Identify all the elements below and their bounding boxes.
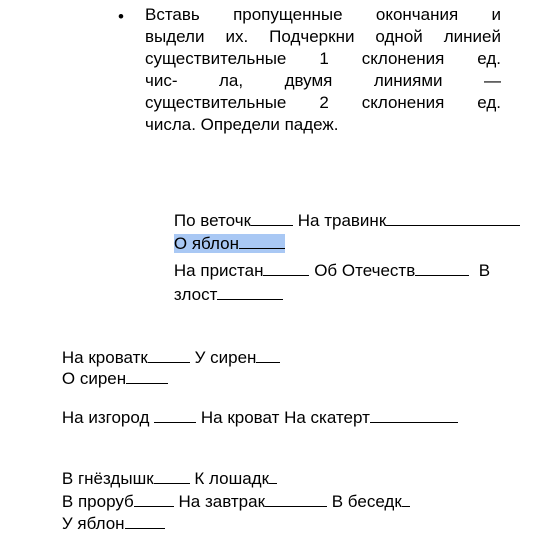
exercise-word: У яблон — [61, 514, 125, 533]
exercise-word: На завтрак — [178, 492, 266, 511]
exercise-word: У сирен — [194, 348, 257, 367]
blank-line — [125, 512, 165, 529]
exercise-word: К лошадк — [194, 469, 270, 488]
exercise-word: На пристан — [173, 261, 264, 280]
exercise-word: О сирен — [61, 369, 127, 388]
blank-line — [217, 283, 283, 300]
task-line: выдели их. Подчеркни одной линией — [145, 27, 501, 46]
exercise-row-7 — [43, 384, 458, 451]
blank-line — [402, 490, 410, 507]
bullet-marker: • — [118, 7, 124, 26]
exercise-word: На кроватк — [61, 348, 148, 367]
blank-line — [256, 346, 280, 363]
exercise-word: На кроват На скатерт — [200, 408, 370, 427]
blank-line — [386, 209, 520, 226]
task-instructions — [145, 4, 501, 136]
exercise-row-10 — [43, 490, 165, 557]
exercise-word: злост — [173, 285, 218, 304]
task-line: существительные 1 склонения ед. — [145, 49, 501, 68]
exercise-word: По веточк — [173, 211, 252, 230]
blank-line — [370, 406, 458, 423]
task-line: числа. Определи падеж. — [145, 115, 339, 134]
exercise-row-4 — [155, 261, 283, 328]
blank-line — [126, 367, 168, 384]
exercise-word: В — [478, 261, 491, 280]
task-line: существительные 2 склонения ед. — [145, 93, 501, 112]
blank-line — [154, 406, 196, 423]
exercise-word: В беседк — [331, 492, 402, 511]
blank-line — [265, 490, 327, 507]
exercise-word: В гнёздышк — [61, 469, 154, 488]
exercise-word: На изгород — [61, 408, 150, 427]
task-line: Вставь пропущенные окончания и — [145, 5, 501, 24]
exercise-word: В проруб — [61, 492, 134, 511]
blank-line — [415, 259, 469, 276]
exercise-word: Об Отечеств — [314, 261, 416, 280]
exercise-word: О яблон — [173, 234, 239, 253]
exercise-word: На травинк — [297, 211, 387, 230]
task-line: чис- ла, двумя линиями — — [145, 71, 501, 90]
